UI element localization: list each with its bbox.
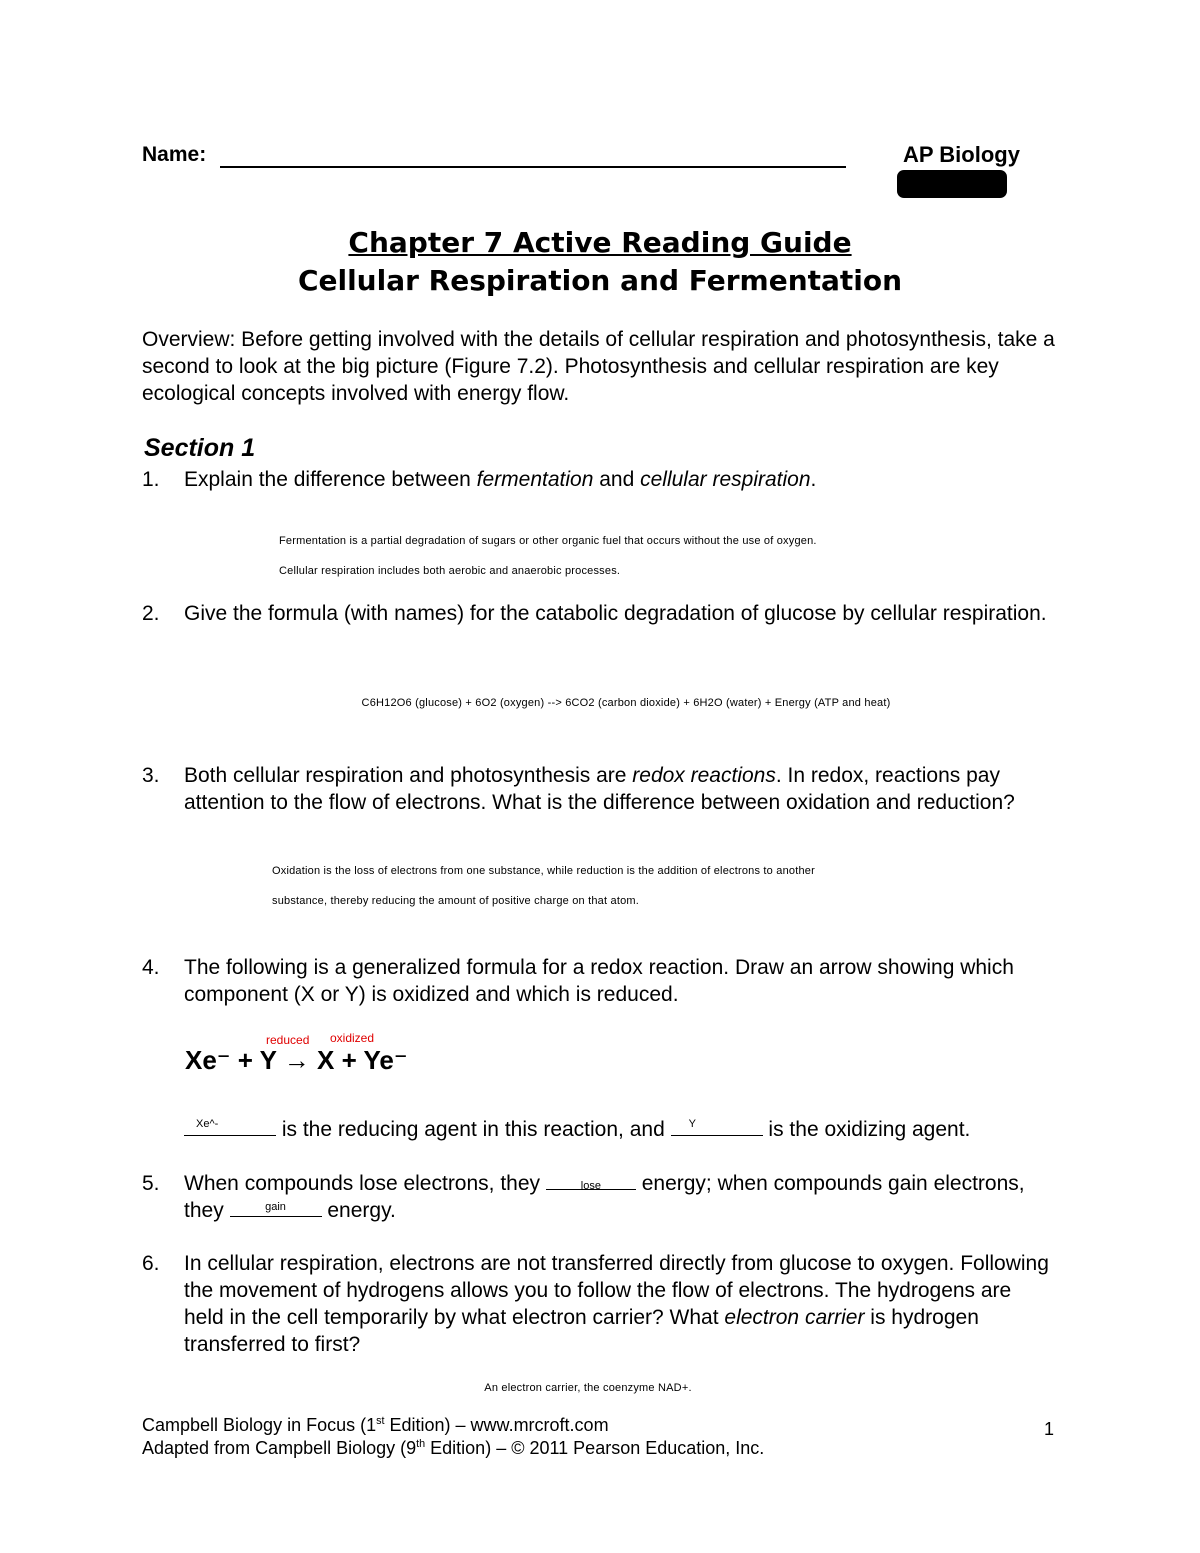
gain-blank[interactable]: gain [230,1198,322,1217]
question-6-text: In cellular respiration, electrons are not transferred directly from glucose to oxygen. Following the movement of hydrogens allows you to follow the flow of electrons. The hydrogens are held in the cell temporarily by what electron carrier? What electron carrier is hydrogen transferred to first? [184,1252,1049,1356]
answer-6: An electron carrier, the coenzyme NAD+. [484,1382,692,1394]
question-4-text: The following is a generalized formula for a redox reaction. Draw an arrow showing which component (X or Y) is oxidized and which is reduced. [184,956,1014,1006]
oxidizing-agent-blank[interactable]: Y [671,1117,763,1136]
agents-sentence: Xe^- is the reducing agent in this reaction, and Y is the oxidizing agent. [184,1116,970,1143]
overview-paragraph: Overview: Before getting involved with the details of cellular respiration and photosynthesis, take a second to look at the big picture (Figure 7.2). Photosynthesis and cellular respiration are key ecological concepts involved with energy flow. [142,328,1055,405]
name-blank-line[interactable] [220,166,846,168]
redaction-block [897,170,1007,198]
answer-2: C6H12O6 (glucose) + 6O2 (oxygen) --> 6CO2 (carbon dioxide) + 6H2O (water) + Energy (ATP and heat) [361,697,891,709]
question-number: 6. [142,1252,160,1275]
name-label: Name: [142,143,207,166]
footer-line-1: Campbell Biology in Focus (1st Edition) – www.mrcroft.com [142,1415,609,1435]
question-3-text: Both cellular respiration and photosynthesis are redox reactions. In redox, reactions pay attention to the flow of electrons. What is the difference between oxidation and reduction? [184,764,1015,814]
answer-1-line-1: Fermentation is a partial degradation of sugars or other organic fuel that occurs without the use of oxygen. [279,535,817,547]
reducing-agent-blank[interactable]: Xe^- [184,1117,276,1136]
chapter-subtitle: Cellular Respiration and Fermentation [297,264,903,297]
question-5-text: When compounds lose electrons, they lose energy; when compounds gain electrons, they gain energy. [184,1172,1025,1222]
question-2-text: Give the formula (with names) for the catabolic degradation of glucose by cellular respiration. [184,602,1047,625]
lose-blank[interactable]: lose [546,1171,636,1190]
section-heading: Section 1 [144,434,256,462]
question-number: 2. [142,602,160,625]
question-number: 3. [142,764,160,787]
answer-3-line-1: Oxidation is the loss of electrons from one substance, while reduction is the addition of electrons to another [272,865,815,877]
label-reduced: reduced [266,1033,310,1047]
chapter-title: Chapter 7 Active Reading Guide [348,226,852,259]
label-oxidized: oxidized [330,1031,375,1045]
question-number: 4. [142,956,160,979]
redox-equation: Xe⁻ + Y → X + Ye⁻ [185,1045,408,1075]
question-number: 5. [142,1172,160,1195]
answer-3-line-2: substance, thereby reducing the amount of positive charge on that atom. [272,895,640,907]
question-number: 1. [142,468,160,491]
course-label: AP Biology [903,142,1020,167]
question-1-text: Explain the difference between fermentation and cellular respiration. [184,468,817,491]
page-number: 1 [1044,1419,1055,1439]
footer-line-2: Adapted from Campbell Biology (9th Edition) – © 2011 Pearson Education, Inc. [142,1438,765,1458]
answer-1-line-2: Cellular respiration includes both aerobic and anaerobic processes. [279,565,621,577]
